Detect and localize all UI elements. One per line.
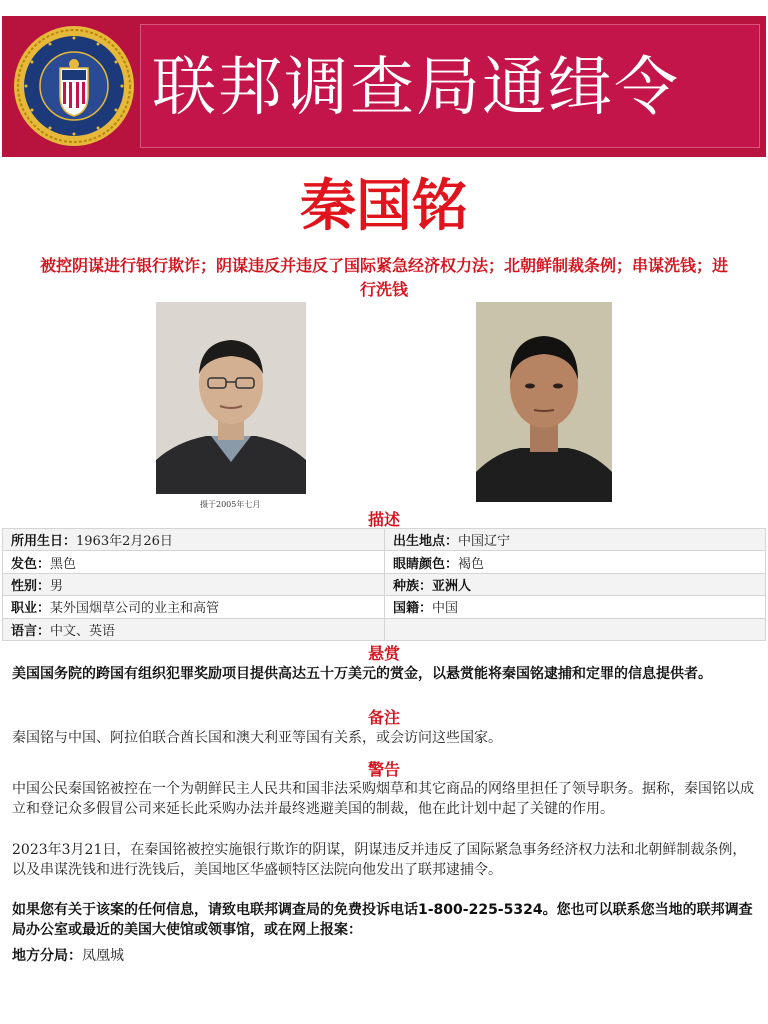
field-label: 职业： — [11, 601, 51, 617]
table-row — [3, 551, 766, 573]
remarks-heading: 备注 — [367, 708, 400, 727]
table-cell — [3, 596, 385, 618]
table-row — [3, 618, 766, 640]
field-value: 黑色 — [50, 556, 77, 572]
field-office-label: 地方分局： — [12, 948, 82, 964]
table-cell — [385, 596, 766, 618]
header-banner — [2, 16, 766, 157]
table-cell — [385, 529, 766, 551]
table-cell — [385, 618, 766, 640]
field-label: 性别： — [11, 578, 51, 594]
field-label: 种族： — [393, 578, 433, 594]
table-row — [3, 573, 766, 595]
page-title: 联邦调查局通缉令 — [152, 51, 680, 125]
field-label: 出生地点： — [393, 534, 459, 550]
reward-text: 美国国务院的跨国有组织犯罪奖励项目提供高达五十万美元的赏金，以悬赏能将秦国铭逮捕和定罪的信息提供者。 — [12, 666, 712, 682]
table-cell — [385, 551, 766, 573]
field-value: 中文、英语 — [50, 623, 116, 639]
description-table — [2, 528, 766, 641]
field-value: 1963年2月26日 — [76, 534, 173, 550]
remarks-text: 秦国铭与中国、阿拉伯联合酋长国和澳大利亚等国有关系，或会访问这些国家。 — [12, 730, 502, 746]
caution-heading: 警告 — [367, 760, 400, 779]
table-row — [3, 529, 766, 551]
reward-heading: 悬赏 — [367, 644, 400, 663]
subject-photo-1 — [156, 302, 306, 494]
field-value: 中国辽宁 — [458, 534, 511, 550]
table-cell — [3, 618, 385, 640]
fbi-seal-icon — [12, 24, 136, 148]
field-value: 中国 — [432, 601, 459, 617]
field-value: 亚洲人 — [432, 578, 472, 594]
field-value: 某外国烟草公司的业主和高管 — [50, 601, 220, 617]
field-label: 发色： — [11, 556, 51, 572]
table-cell — [3, 529, 385, 551]
field-value: 褐色 — [458, 556, 485, 572]
description-heading: 描述 — [367, 510, 400, 529]
table-cell — [3, 573, 385, 595]
field-office-link[interactable]: 凤凰城 — [82, 948, 124, 964]
table-cell — [385, 573, 766, 595]
field-label: 所用生日： — [11, 534, 77, 550]
subject-name: 秦国铭 — [300, 173, 468, 239]
photo-caption: 摄于2005年七月 — [200, 500, 261, 509]
field-office — [12, 946, 756, 966]
field-label: 国籍： — [393, 601, 433, 617]
caution-paragraph-2: 2023年3月21日，在秦国铭被控实施银行欺诈的阴谋，阴谋违反并违反了国际紧急事务经济权力法和北朝鲜制裁条例，以及串谋洗钱和进行洗钱后，美国地区华盛顿特区法院向他发出了联邦逮捕令。 — [12, 842, 747, 878]
table-cell — [3, 551, 385, 573]
field-label: 语言： — [11, 623, 51, 639]
contact-text: 如果您有关于该案的任何信息，请致电联邦调查局的免费投诉电话1-800-225-5324。您也可以联系您当地的联邦调查局办公室或最近的美国大使馆或领事馆，或在网上报案： — [12, 902, 753, 938]
subject-photo-2 — [476, 302, 612, 502]
field-label: 眼睛颜色： — [393, 556, 459, 572]
table-row — [3, 596, 766, 618]
charges-text: 被控阴谋进行银行欺诈；阴谋违反并违反了国际紧急经济权力法；北朝鲜制裁条例；串谋洗钱；进行洗钱 — [40, 256, 729, 299]
caution-paragraph-1: 中国公民秦国铭被控在一个为朝鲜民主人民共和国非法采购烟草和其它商品的网络里担任了领导职务。据称，秦国铭以成立和登记众多假冒公司来延长此采购办法并最终逃避美国的制裁，他在此计划中起了关键的作用。 — [12, 781, 754, 817]
field-value: 男 — [50, 578, 64, 594]
